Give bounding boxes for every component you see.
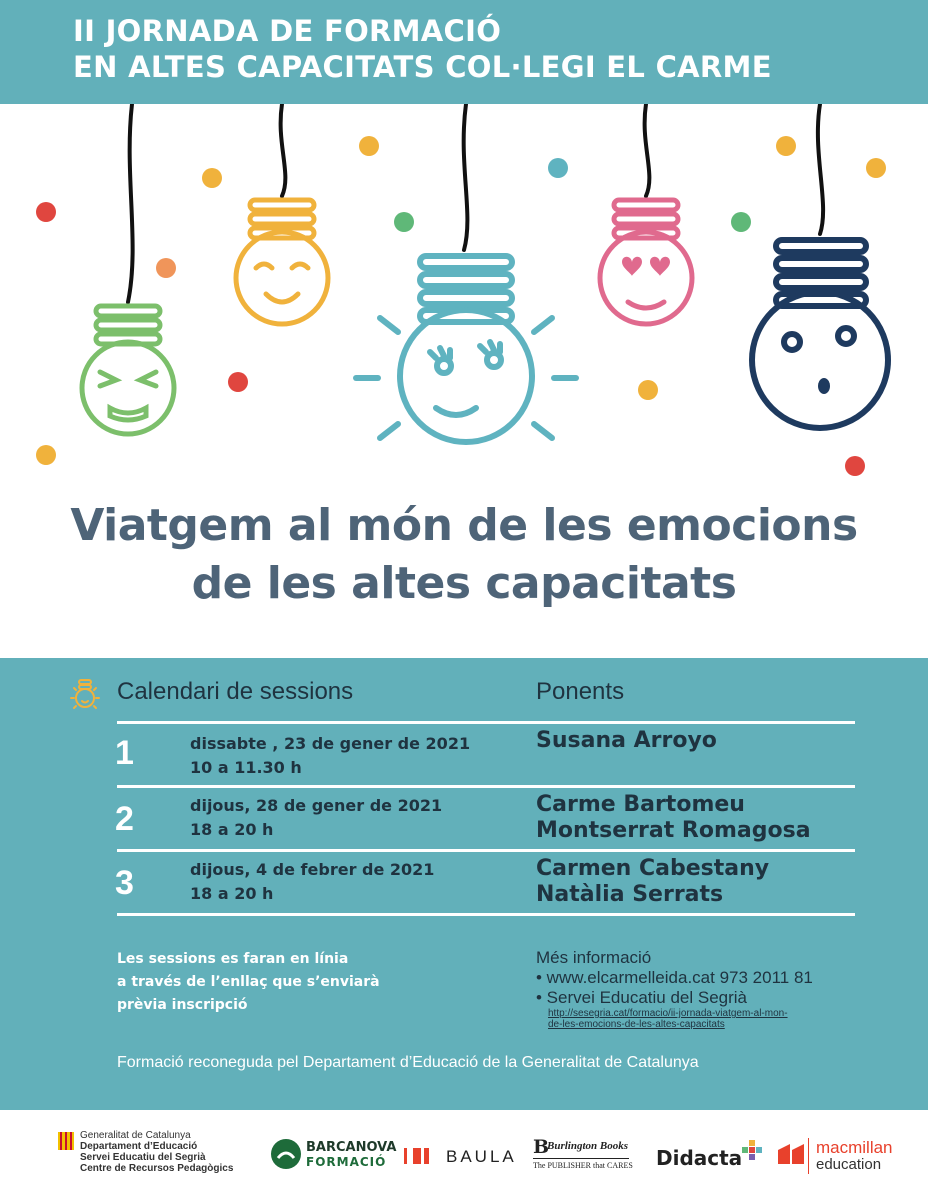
lightbulb-icon [68, 674, 102, 712]
header-band [0, 0, 928, 104]
session-time: 18 a 20 h [190, 884, 274, 903]
online-note-line: a través de l’enllaç que s’enviarà [117, 974, 380, 990]
burlington-mark: B [533, 1136, 550, 1158]
session-speakers [536, 728, 717, 754]
session-number: 3 [115, 864, 134, 902]
barcanova-name: BARCANOVA [306, 1140, 397, 1155]
registration-link-cont[interactable]: de-les-emocions-de-les-altes-capacitats [548, 1019, 725, 1030]
teal-bulb-icon [356, 104, 576, 442]
headline-line-1: Viatgem al món de les emocions [70, 500, 858, 551]
session-date-text: dissabte , 23 de gener de 2021 [190, 734, 471, 753]
divider [117, 721, 855, 724]
calendar-title: Calendari de sessions [117, 678, 354, 705]
barcanova-icon [270, 1138, 302, 1170]
burlington-tagline: The PUBLISHER that CARES [533, 1158, 629, 1170]
website-contact[interactable]: • www.elcarmelleida.cat 973 2011 81 [536, 968, 813, 987]
session-date [190, 858, 434, 906]
more-info [536, 948, 813, 1030]
macmillan-sub: education [816, 1156, 882, 1173]
session-speakers [536, 856, 769, 908]
speaker-name: Susana Arroyo [536, 728, 717, 753]
divider [117, 785, 855, 788]
speaker-name: Carme Bartomeu [536, 792, 745, 817]
online-note-line: prèvia inscripció [117, 997, 248, 1013]
session-date [190, 794, 442, 842]
burlington-name: Burlington Books [547, 1140, 629, 1152]
header-line-2: EN ALTES CAPACITATS COL·LEGI EL CARME [73, 50, 772, 84]
session-speakers [536, 792, 811, 844]
divider [117, 913, 855, 916]
session-time: 10 a 11.30 h [190, 758, 302, 777]
sessions-section [0, 658, 928, 1110]
divider [117, 849, 855, 852]
navy-bulb-icon [752, 104, 888, 428]
session-date-text: dijous, 28 de gener de 2021 [190, 796, 443, 815]
generalitat-name: Generalitat de Catalunya [80, 1130, 191, 1141]
speakers-title: Ponents [536, 678, 625, 705]
speaker-name: Natàlia Serrats [536, 882, 724, 907]
recognition-text: Formació reconeguda pel Departament d’Educació de la Generalitat de Catalunya [117, 1054, 699, 1071]
session-date-text: dijous, 4 de febrer de 2021 [190, 860, 435, 879]
yellow-bulb-icon [236, 104, 328, 324]
lightbulbs-illustration [0, 104, 928, 494]
speaker-name: Montserrat Romagosa [536, 818, 811, 843]
pink-bulb-icon [600, 104, 692, 324]
speaker-name: Carmen Cabestany [536, 856, 770, 881]
baula-icon [404, 1146, 438, 1166]
online-note-line: Les sessions es faran en línia [117, 951, 349, 967]
barcanova-sub: FORMACIÓ [306, 1155, 387, 1169]
session-number: 2 [115, 800, 134, 838]
plus-icon [742, 1140, 762, 1160]
headline-line-2: de les altes capacitats [191, 558, 737, 609]
generalitat-dept: Departament d’Educació [80, 1141, 198, 1152]
sponsor-logos [0, 1110, 928, 1200]
macmillan-icon [778, 1142, 804, 1166]
more-info-title: Més informació [536, 948, 652, 967]
session-number: 1 [115, 734, 134, 772]
macmillan-divider [808, 1138, 809, 1174]
session-time: 18 a 20 h [190, 820, 274, 839]
session-date [190, 732, 470, 780]
registration-link[interactable]: http://sesegria.cat/formacio/ii-jornada-viatgem-al-mon- [548, 1008, 788, 1019]
servei-educatiu: • Servei Educatiu del Segrià [536, 988, 748, 1007]
macmillan-name: macmillan [816, 1138, 893, 1157]
generalitat-servei: Servei Educatiu del Segrià [80, 1152, 206, 1163]
didacta-name: Didacta [656, 1146, 743, 1170]
online-note [117, 948, 380, 1017]
header-line-1: II JORNADA DE FORMACIÓ [73, 14, 502, 48]
senyera-icon [58, 1132, 74, 1150]
generalitat-crp: Centre de Recursos Pedagògics [80, 1163, 234, 1174]
baula-name: BAULA [446, 1147, 517, 1166]
